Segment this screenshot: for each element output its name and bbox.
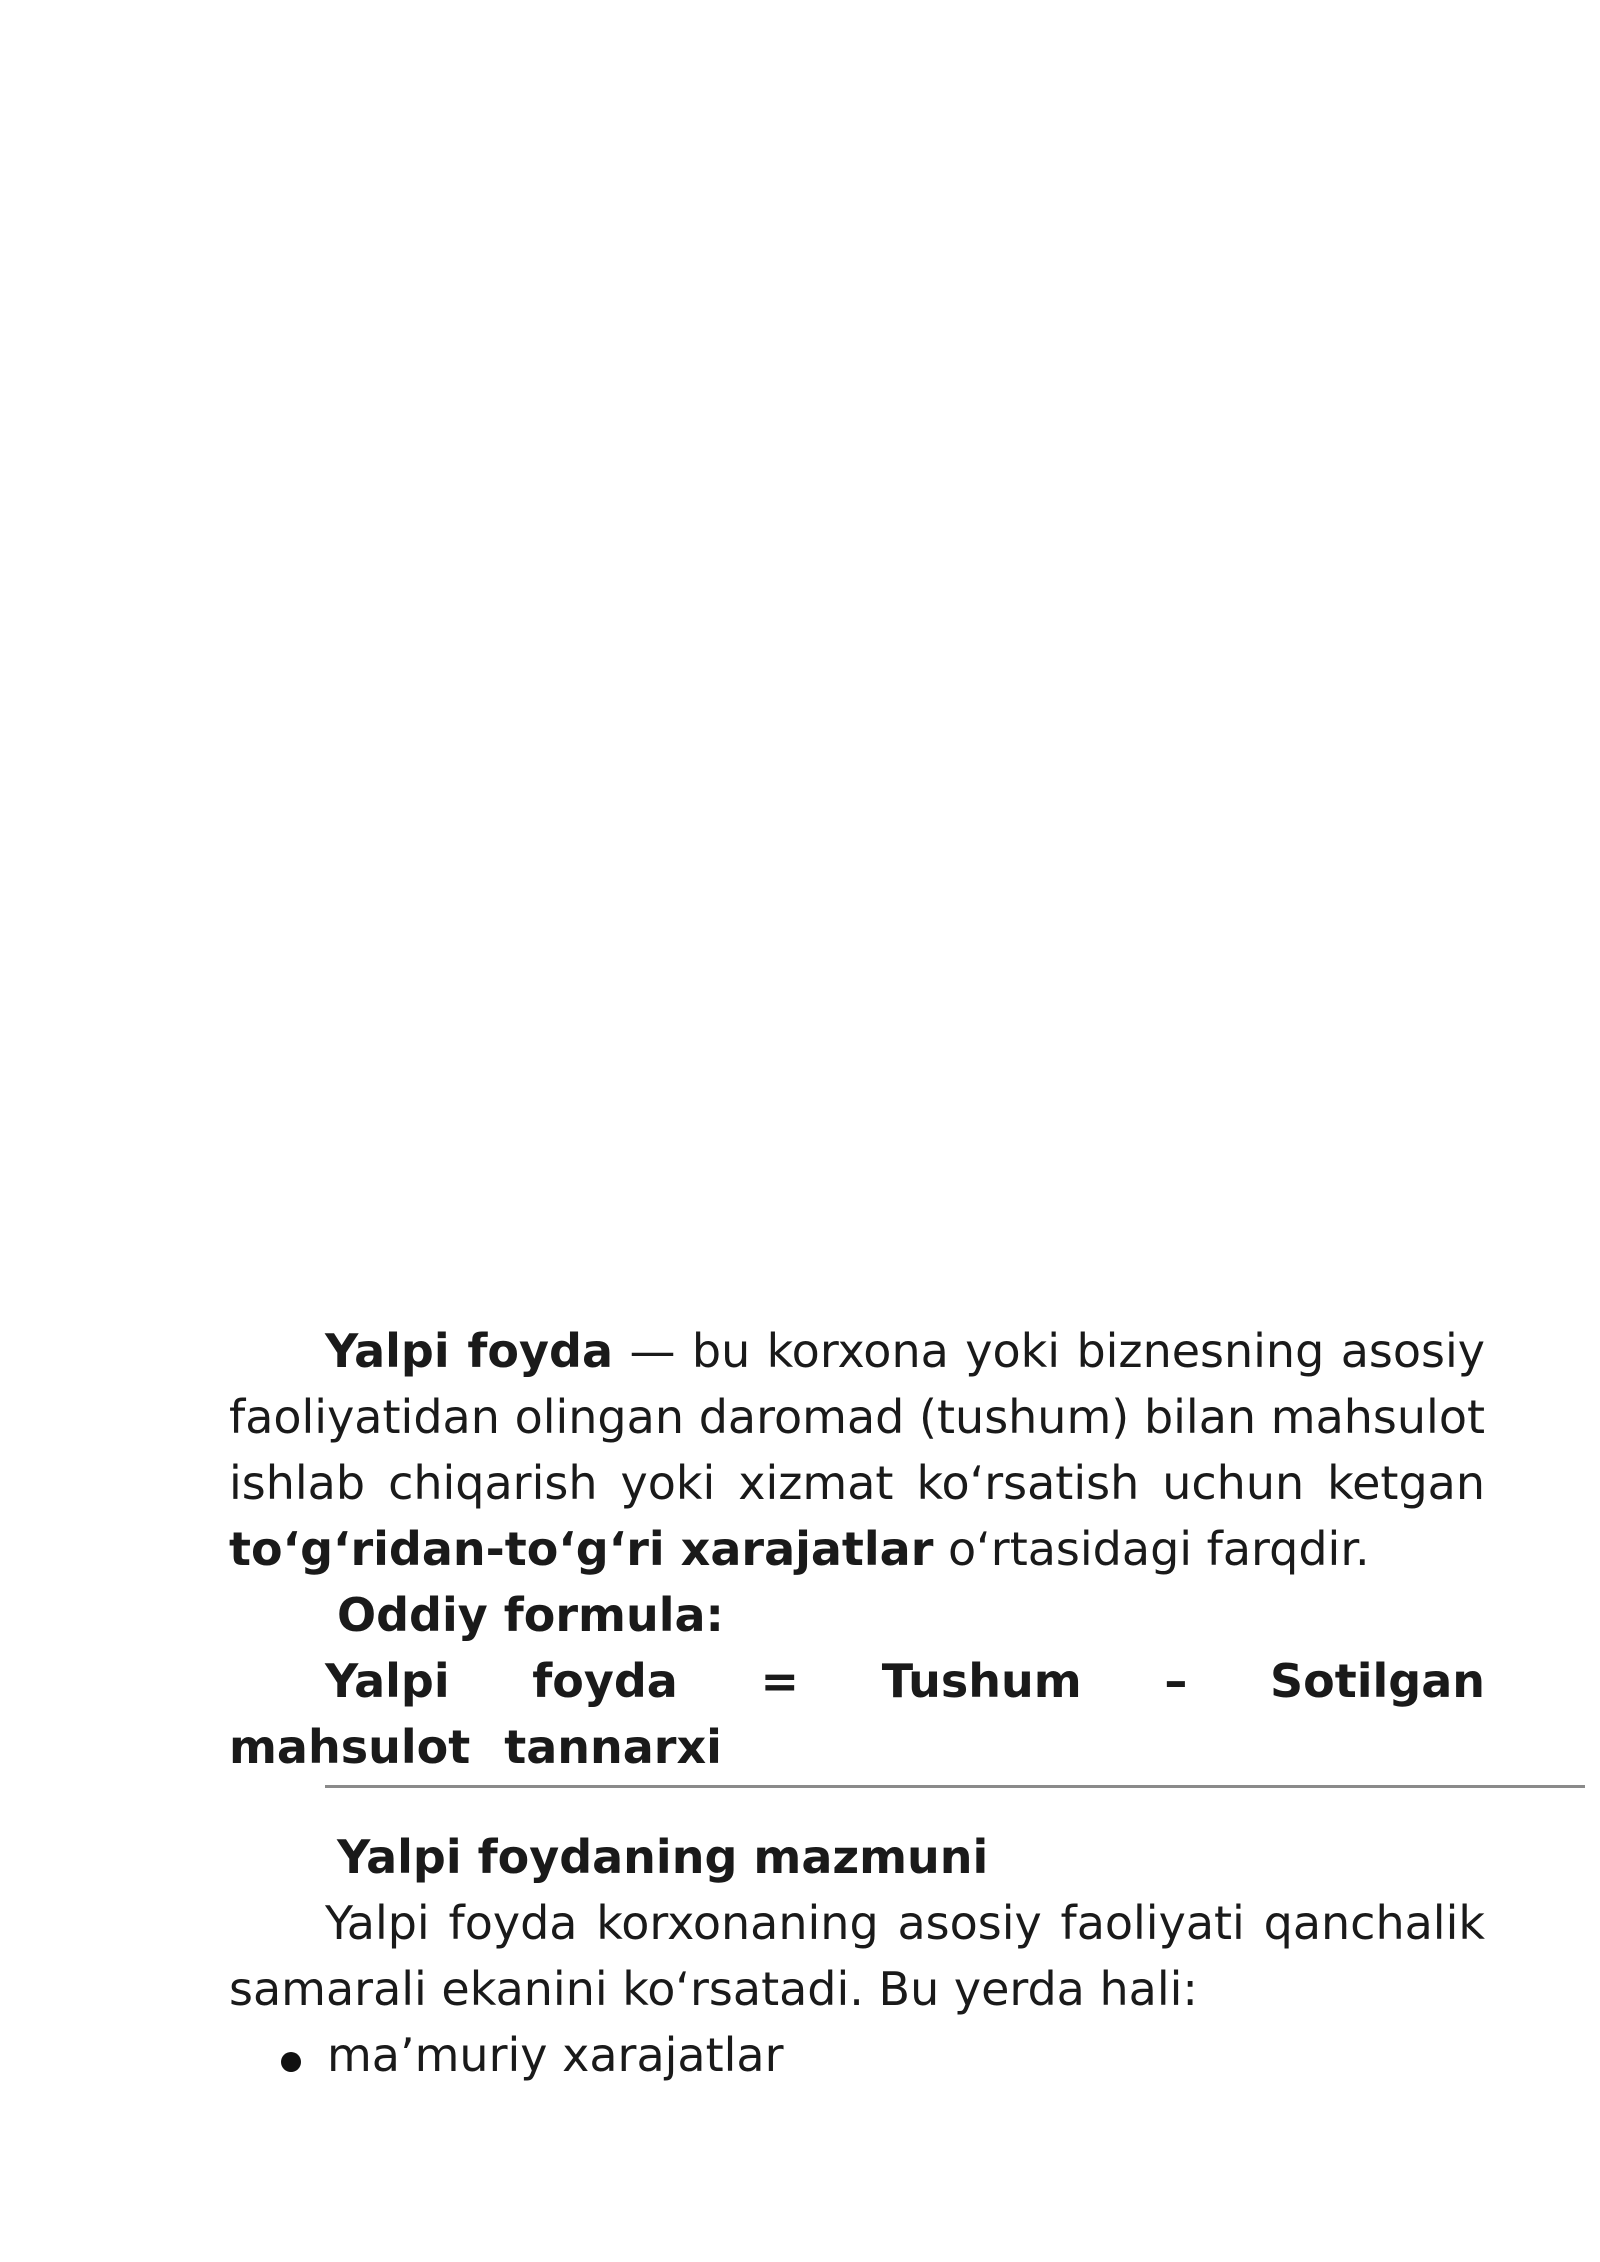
bullet-icon: [281, 2052, 301, 2072]
definition-text-part-2: oʻrtasidagi farqdir.: [933, 1522, 1370, 1576]
formula-expression: Yalpi foyda = Tushum – Sotilgan mahsulot tannarxi: [229, 1654, 1485, 1774]
list-item-text: ma’muriy xarajatlar: [327, 2028, 784, 2082]
definition-emphasis: toʻgʻridan-toʻgʻri xarajatlar: [229, 1522, 934, 1576]
meaning-bullet-list: [229, 2022, 1485, 2088]
definition-section: [229, 1318, 1485, 1780]
meaning-section: [229, 1824, 1485, 2088]
section-divider: [325, 1785, 1585, 1788]
definition-text-part-1: — bu korxona yoki biznesning asosiy faoliyatidan olingan daromad (tushum) bilan mahsulot ishlab chiqarish yoki xizmat koʻrsatish uchun ketgan: [229, 1324, 1485, 1510]
definition-paragraph: [229, 1318, 1485, 1582]
definition-term: Yalpi foyda: [325, 1324, 613, 1378]
formula-heading: Oddiy formula:: [337, 1588, 724, 1642]
list-item: [229, 2022, 1485, 2088]
meaning-heading: Yalpi foydaning mazmuni: [337, 1830, 989, 1884]
meaning-paragraph: Yalpi foyda korxonaning asosiy faoliyati qanchalik samarali ekanini koʻrsatadi. Bu yerda hali:: [229, 1896, 1485, 2016]
